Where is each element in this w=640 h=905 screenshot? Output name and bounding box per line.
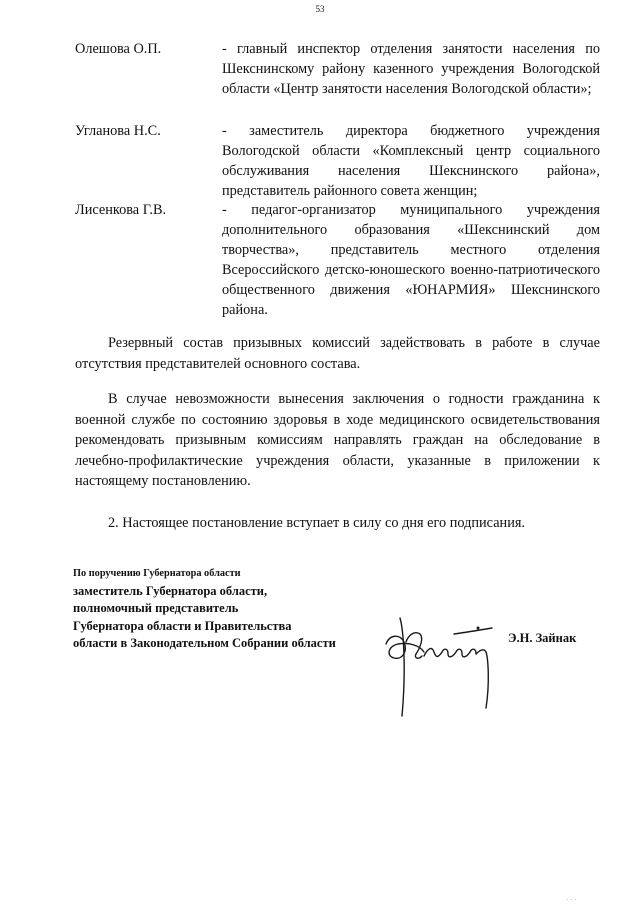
member-entry — [75, 200, 600, 320]
signature-line: полномочный представитель — [73, 601, 239, 615]
member-name: Олешова О.П. — [75, 41, 162, 57]
member-name: Угланова Н.С. — [75, 123, 161, 139]
signature-line: области в Законодательном Собрании области — [73, 636, 336, 650]
signature-line: Губернатора области и Правительства — [73, 618, 292, 633]
body-paragraph: 2. Настоящее постановление вступает в силу со дня его подписания. — [108, 515, 525, 531]
member-description: - главный инспектор отделения занятости населения по Шекснинскому району казенного учреждения Вологодской области «Центр занятости населения Вологодской области»; — [222, 41, 600, 97]
member-description: - педагог-организатор муниципального учреждения дополнительного образования «Шекснинский дом творчества», представитель местного отделения Всероссийского детско-юношеского военно-патриотического общественного движения «ЮНАРМИЯ» Шекснинского района. — [222, 202, 600, 318]
page-number: 53 — [315, 4, 325, 14]
scan-mark: · · · — [566, 896, 577, 904]
signer-name: Э.Н. Зайнак — [508, 631, 577, 645]
member-entry — [75, 121, 600, 201]
member-entry — [75, 39, 600, 99]
signature-line: По поручению Губернатора области — [73, 568, 241, 579]
member-name: Лисенкова Г.В. — [75, 202, 167, 218]
handwritten-signature — [380, 612, 510, 722]
signature-line: заместитель Губернатора области, — [73, 583, 268, 598]
body-paragraph: В случае невозможности вынесения заключения о годности гражданина к военной службе по состоянию здоровья в ходе медицинского освидетельствования рекомендовать призывным комиссиям направлять граждан на обследование в лечебно-профилактические учреждения области, указанные в приложении к настоящему постановлению. — [75, 391, 600, 490]
body-paragraph: Резервный состав призывных комиссий задействовать в работе в случае отсутствия представителей основного состава. — [75, 335, 600, 372]
member-description: - заместитель директора бюджетного учреждения Вологодской области «Комплексный центр социального обслуживания населения Шекснинского района», представитель районного совета женщин; — [222, 123, 600, 199]
